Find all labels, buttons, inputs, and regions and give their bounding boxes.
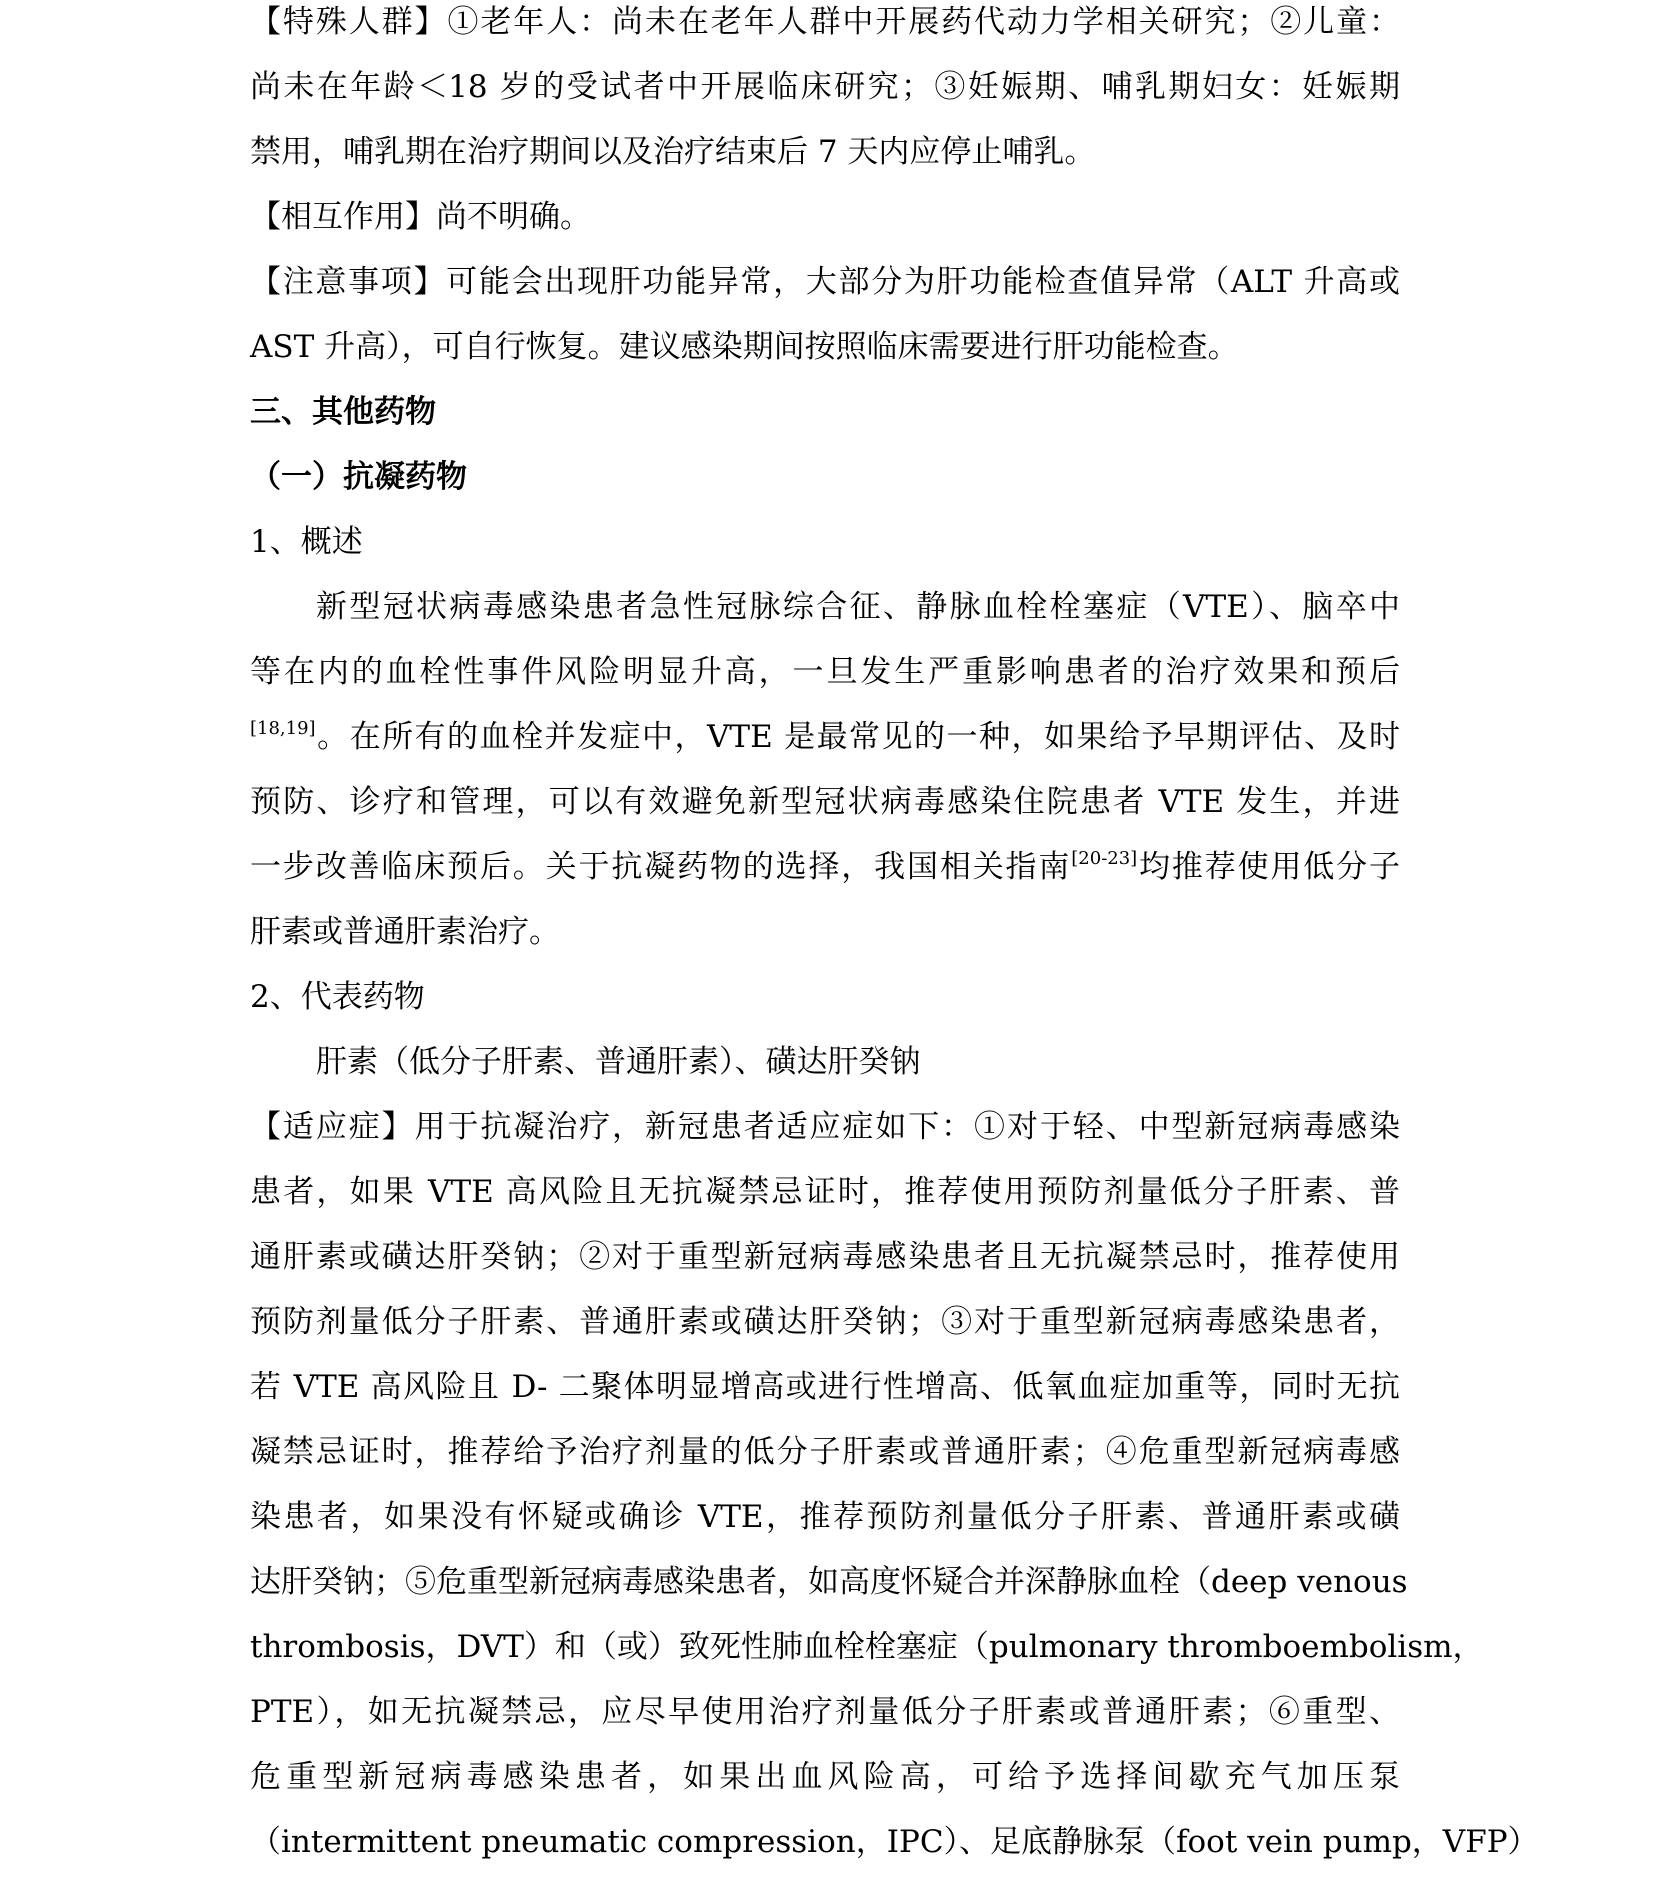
special-population-line-3: 禁用，哺乳期在治疗期间以及治疗结束后 7 天内应停止哺乳。 [250,134,1096,170]
indications-line-5: 若 VTE 高风险且 D- 二聚体明显增高或进行性增高、低氧血症加重等，同时无抗 [250,1369,1400,1405]
overview-para-line-3-text: 。在所有的血栓并发症中，VTE 是最常见的一种，如果给予早期评估、及时 [315,719,1400,755]
overview-para-line-4: 预防、诊疗和管理，可以有效避免新型冠状病毒感染住院患者 VTE 发生，并进 [250,784,1400,820]
indications-line-7: 染患者，如果没有怀疑或确诊 VTE，推荐预防剂量低分子肝素、普通肝素或磺 [250,1499,1400,1535]
indications-line-10: PTE），如无抗凝禁忌，应尽早使用治疗剂量低分子肝素或普通肝素；⑥重型、 [250,1694,1400,1730]
indications-line-6: 凝禁忌证时，推荐给予治疗剂量的低分子肝素或普通肝素；④危重型新冠病毒感 [250,1434,1400,1470]
precautions-line-1: 【注意事项】可能会出现肝功能异常，大部分为肝功能检查值异常（ALT 升高或 [250,264,1400,300]
overview-para-line-1: 新型冠状病毒感染患者急性冠脉综合征、静脉血栓栓塞症（VTE）、脑卒中 [316,589,1400,625]
overview-para-line-6: 肝素或普通肝素治疗。 [250,914,560,950]
subsection-heading-anticoagulants: （一）抗凝药物 [250,459,467,495]
representative-drugs-list: 肝素（低分子肝素、普通肝素）、磺达肝癸钠 [316,1044,921,1080]
indications-line-4: 预防剂量低分子肝素、普通肝素或磺达肝癸钠；③对于重型新冠病毒感染患者， [250,1304,1400,1340]
indications-line-9: thrombosis，DVT）和（或）致死性肺血栓栓塞症（pulmonary thromboembolism， [250,1629,1484,1665]
indications-line-12: （intermittent pneumatic compression，IPC）、足底静脉泵（foot vein pump，VFP） [250,1824,1539,1860]
special-population-line-1: 【特殊人群】①老年人：尚未在老年人群中开展药代动力学相关研究；②儿童： [250,4,1400,40]
citation-20-23: [20-23] [1071,847,1138,869]
section-heading-other-drugs: 三、其他药物 [250,394,436,430]
indications-line-2: 患者，如果 VTE 高风险且无抗凝禁忌证时，推荐使用预防剂量低分子肝素、普 [250,1174,1400,1210]
interactions-line: 【相互作用】尚不明确。 [250,199,591,235]
overview-para-line-5-pre: 一步改善临床预后。关于抗凝药物的选择，我国相关指南 [250,849,1072,885]
representative-drugs-heading: 2、代表药物 [250,979,425,1015]
overview-para-line-5 [250,847,1400,887]
special-population-line-2: 尚未在年龄＜18 岁的受试者中开展临床研究；③妊娠期、哺乳期妇女：妊娠期 [250,69,1400,105]
overview-para-line-5-post: 均推荐使用低分子 [1137,849,1401,885]
citation-18-19: [18,19] [250,717,316,739]
overview-para-line-2: 等在内的血栓性事件风险明显升高，一旦发生严重影响患者的治疗效果和预后 [250,654,1400,690]
overview-para-line-3 [250,717,1400,757]
overview-heading: 1、概述 [250,524,363,560]
indications-line-3: 通肝素或磺达肝癸钠；②对于重型新冠病毒感染患者且无抗凝禁忌时，推荐使用 [250,1239,1400,1275]
indications-line-1: 【适应症】用于抗凝治疗，新冠患者适应症如下：①对于轻、中型新冠病毒感染 [250,1109,1400,1145]
indications-line-8: 达肝癸钠；⑤危重型新冠病毒感染患者，如高度怀疑合并深静脉血栓（deep venous [250,1564,1408,1600]
precautions-line-2: AST 升高），可自行恢复。建议感染期间按照临床需要进行肝功能检查。 [250,329,1239,365]
indications-line-11: 危重型新冠病毒感染患者，如果出血风险高，可给予选择间歇充气加压泵 [250,1759,1400,1795]
